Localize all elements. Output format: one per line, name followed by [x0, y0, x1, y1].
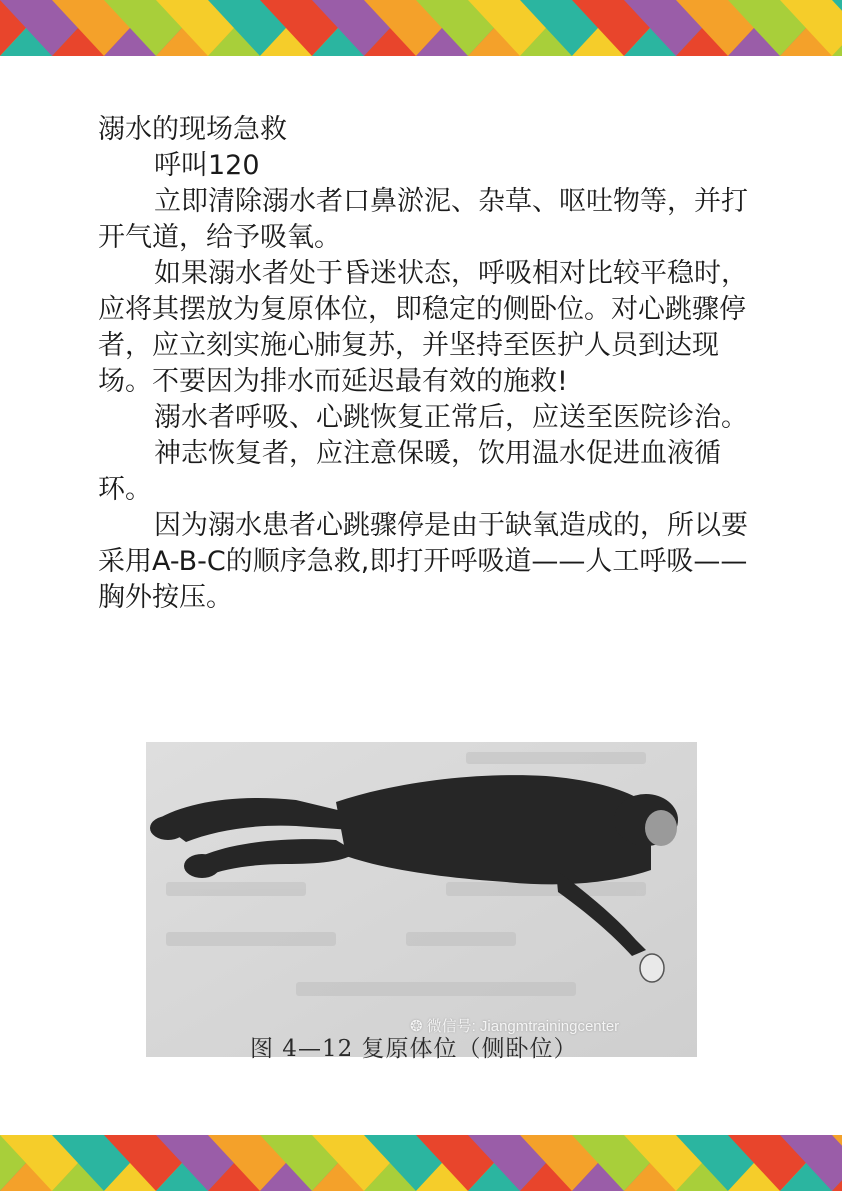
- article-title: 溺水的现场急救: [98, 114, 287, 145]
- top-decorative-band: [0, 0, 842, 56]
- paragraph-call-120: 呼叫120: [154, 150, 260, 181]
- paragraph-abc-order: 因为溺水患者心跳骤停是由于缺氧造成的，所以要采用A-B-C的顺序急救,即打开呼吸道——人工呼吸——胸外按压。: [98, 510, 748, 613]
- paragraph-hospital: 溺水者呼吸、心跳恢复正常后，应送至医院诊治。: [154, 402, 748, 433]
- wechat-watermark: [410, 1015, 619, 1036]
- recovery-position-illustration: [146, 742, 697, 1057]
- bottom-decorative-band: [0, 1135, 842, 1191]
- paragraph-keep-warm: 神志恢复者，应注意保暖，饮用温水促进血液循环。: [98, 438, 721, 505]
- watermark-text: 微信号: Jiangmtrainingcenter: [426, 1018, 620, 1035]
- recovery-position-photo: [146, 742, 697, 1057]
- article-body: [98, 112, 758, 616]
- paragraph-clear-airway: 立即清除溺水者口鼻淤泥、杂草、呕吐物等，并打开气道，给予吸氧。: [98, 186, 748, 253]
- paragraph-recovery-position: 如果溺水者处于昏迷状态，呼吸相对比较平稳时，应将其摆放为复原体位，即稳定的侧卧位。对心跳骤停者，应立刻实施心肺复苏，并坚持至医护人员到达现场。不要因为排水而延迟最有效的施救!: [98, 258, 748, 397]
- wechat-icon: ❂: [410, 1018, 423, 1035]
- figure-caption: 图 4—12 复原体位（侧卧位）: [250, 1036, 578, 1062]
